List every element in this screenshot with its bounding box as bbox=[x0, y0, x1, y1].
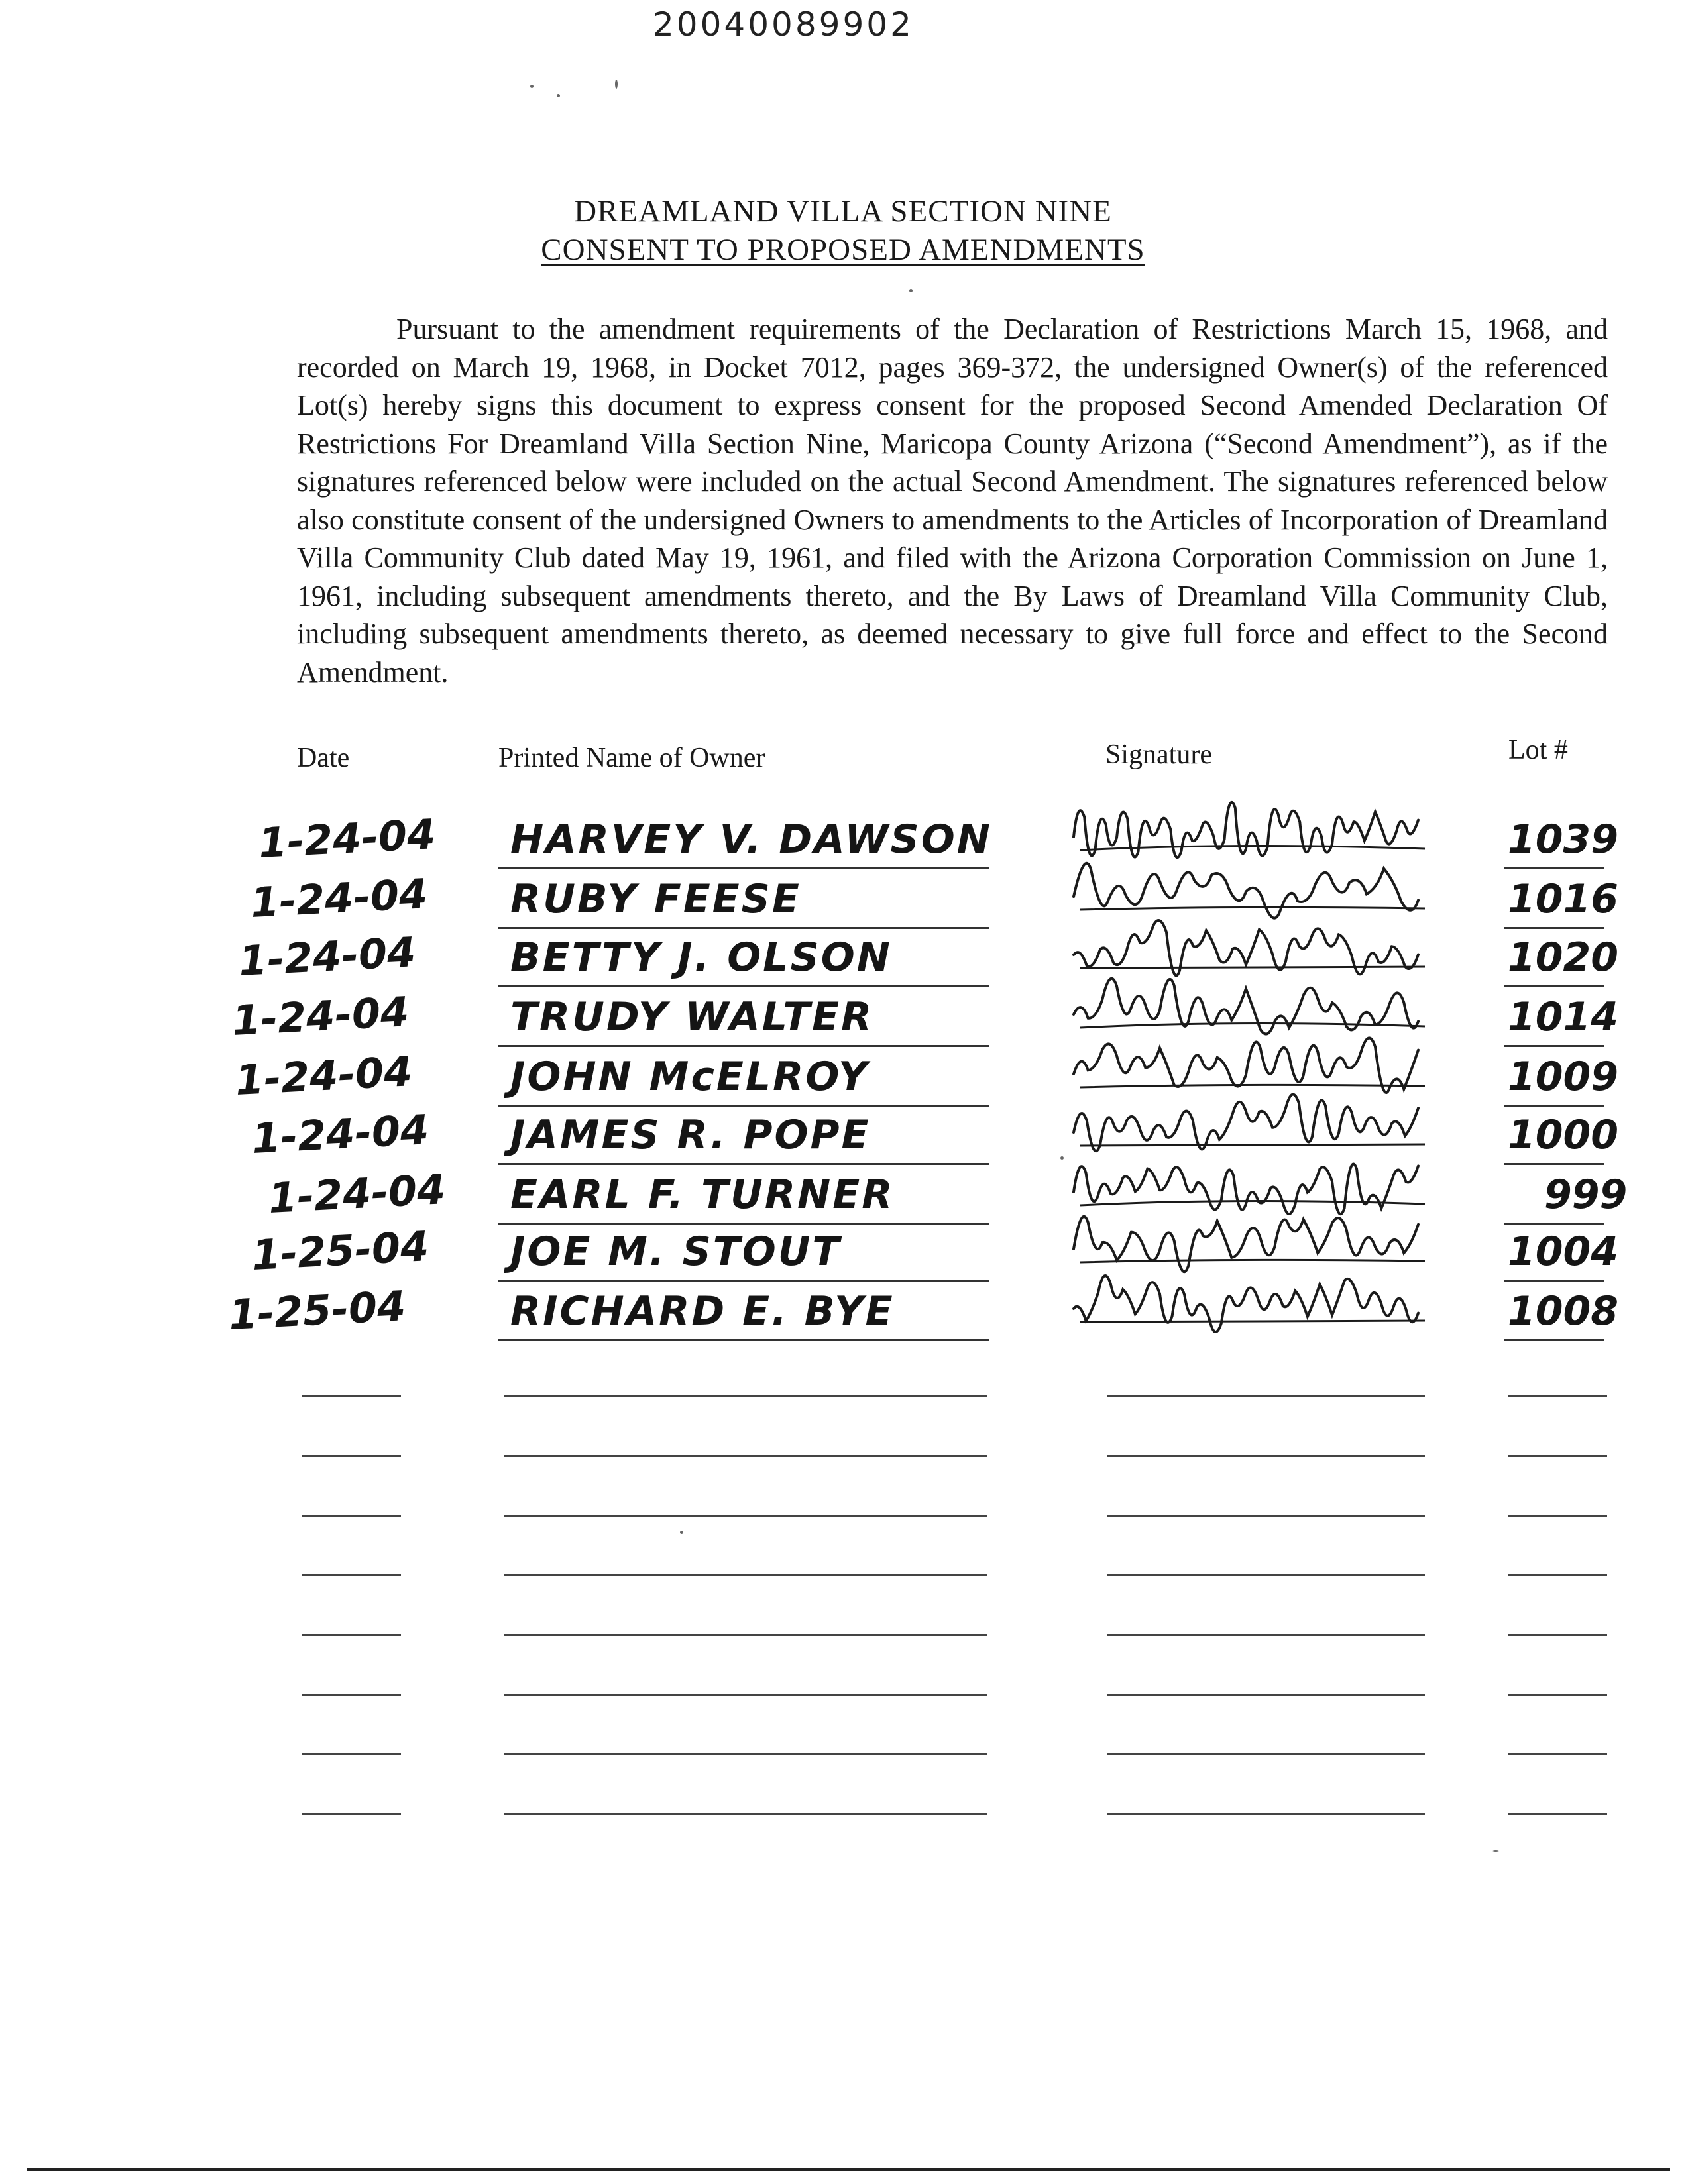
blank-entry-line bbox=[1107, 1455, 1425, 1457]
blank-entry-line bbox=[1107, 1515, 1425, 1517]
blank-entry-line bbox=[1107, 1634, 1425, 1636]
lot-underline bbox=[1504, 1105, 1604, 1107]
title-block bbox=[0, 192, 1686, 269]
blank-entry-line bbox=[1508, 1455, 1607, 1457]
name-underline bbox=[498, 1045, 989, 1047]
row-lot-number: 1020 bbox=[1508, 934, 1618, 981]
document-subtitle: CONSENT TO PROPOSED AMENDMENTS bbox=[541, 233, 1145, 267]
lot-underline bbox=[1504, 1223, 1604, 1225]
column-header-signature: Signature bbox=[1105, 739, 1212, 770]
blank-entry-line bbox=[504, 1813, 987, 1815]
row-lot-number: 1014 bbox=[1508, 994, 1618, 1040]
column-header-name: Printed Name of Owner bbox=[498, 743, 765, 773]
blank-entry-line bbox=[504, 1574, 987, 1576]
row-date: 1-24-04 bbox=[237, 928, 417, 985]
row-lot-number: 1008 bbox=[1508, 1288, 1618, 1335]
blank-entry-line bbox=[302, 1395, 401, 1397]
blank-entry-line bbox=[504, 1694, 987, 1696]
scan-speck bbox=[680, 1531, 683, 1534]
row-lot-number: 1004 bbox=[1508, 1228, 1618, 1275]
blank-entry-line bbox=[1107, 1574, 1425, 1576]
blank-entry-line bbox=[1107, 1753, 1425, 1755]
signature-row bbox=[0, 1282, 1686, 1346]
blank-entry-line bbox=[1508, 1634, 1607, 1636]
lot-underline bbox=[1504, 985, 1604, 987]
row-date: 1-24-04 bbox=[257, 810, 437, 867]
name-underline bbox=[498, 1163, 989, 1165]
row-printed-name: JOE M. STOUT bbox=[510, 1228, 842, 1275]
consent-paragraph: Pursuant to the amendment requirements of the Declaration of Restrictions March 15, 1968, and recorded on March 19, 1968, in Docket 7012, pages 369-372, the undersigned Owner(s) of the referenced Lot(s) hereby signs this document to express consent for the proposed Second Amended Declaration Of Restrictions For Dreamland Villa Section Nine, Maricopa County Arizona (“Second Amendment”), as if the signatures referenced below were included on the actual Second Amendment. The signatures referenced below also constitute consent of the undersigned Owners to amendments to the Articles of Incorporation of Dreamland Villa Community Club dated May 19, 1961, and filed with the Arizona Corporation Commission on June 1, 1961, including subsequent amendments thereto, and the By Laws of Dreamland Villa Community Club, including subsequent amendments thereto, as deemed necessary to give full force and effect to the Second Amendment. bbox=[297, 313, 1608, 688]
row-lot-number: 1009 bbox=[1508, 1054, 1618, 1100]
blank-entry-line bbox=[504, 1455, 987, 1457]
row-date: 1-24-04 bbox=[249, 869, 429, 927]
blank-entry-line bbox=[302, 1694, 401, 1696]
row-lot-number: 1039 bbox=[1508, 816, 1618, 863]
column-header-lot: Lot # bbox=[1508, 735, 1568, 765]
row-date: 1-25-04 bbox=[227, 1282, 407, 1339]
blank-entry-line bbox=[1508, 1395, 1607, 1397]
row-date: 1-24-04 bbox=[231, 987, 410, 1045]
blank-entry-line bbox=[302, 1753, 401, 1755]
blank-entry-line bbox=[302, 1634, 401, 1636]
lot-underline bbox=[1504, 1280, 1604, 1282]
blank-entry-line bbox=[1107, 1694, 1425, 1696]
row-date: 1-24-04 bbox=[267, 1165, 447, 1223]
scan-speck bbox=[557, 94, 560, 97]
scan-speck bbox=[615, 80, 618, 89]
column-header-date: Date bbox=[297, 743, 350, 773]
blank-entry-line bbox=[504, 1753, 987, 1755]
row-printed-name: BETTY J. OLSON bbox=[510, 934, 892, 981]
row-signature bbox=[1067, 1262, 1438, 1338]
lot-underline bbox=[1504, 927, 1604, 929]
row-date: 1-25-04 bbox=[251, 1222, 430, 1280]
recording-number: 20040089902 bbox=[653, 5, 914, 44]
blank-entry-line bbox=[1107, 1813, 1425, 1815]
scan-speck bbox=[909, 289, 913, 292]
row-printed-name: HARVEY V. DAWSON bbox=[510, 816, 992, 863]
scan-speck bbox=[530, 85, 534, 88]
bottom-rule bbox=[27, 2168, 1670, 2171]
row-printed-name: RICHARD E. BYE bbox=[510, 1288, 895, 1335]
row-printed-name: RUBY FEESE bbox=[510, 876, 801, 922]
blank-entry-line bbox=[1508, 1574, 1607, 1576]
row-date: 1-24-04 bbox=[251, 1105, 430, 1163]
row-printed-name: EARL F. TURNER bbox=[510, 1172, 895, 1218]
blank-entry-line bbox=[1508, 1813, 1607, 1815]
name-underline bbox=[498, 1223, 989, 1225]
row-printed-name: JOHN McELROY bbox=[510, 1054, 870, 1100]
lot-underline bbox=[1504, 867, 1604, 869]
blank-entry-line bbox=[302, 1455, 401, 1457]
blank-entry-line bbox=[1508, 1694, 1607, 1696]
blank-entry-line bbox=[504, 1395, 987, 1397]
blank-entry-line bbox=[1508, 1753, 1607, 1755]
document-title: DREAMLAND VILLA SECTION NINE bbox=[574, 194, 1112, 229]
name-underline bbox=[498, 927, 989, 929]
name-underline bbox=[498, 1280, 989, 1282]
blank-entry-line bbox=[302, 1813, 401, 1815]
row-printed-name: JAMES R. POPE bbox=[510, 1112, 871, 1158]
name-underline bbox=[498, 985, 989, 987]
blank-entry-line bbox=[504, 1634, 987, 1636]
row-date: 1-24-04 bbox=[234, 1047, 414, 1105]
lot-underline bbox=[1504, 1045, 1604, 1047]
lot-underline bbox=[1504, 1339, 1604, 1341]
lot-underline bbox=[1504, 1163, 1604, 1165]
row-printed-name: TRUDY WALTER bbox=[510, 994, 874, 1040]
row-lot-number: 1016 bbox=[1508, 876, 1618, 922]
row-lot-number: 999 bbox=[1544, 1172, 1628, 1218]
name-underline bbox=[498, 1339, 989, 1341]
blank-entry-line bbox=[1508, 1515, 1607, 1517]
blank-entry-line bbox=[302, 1515, 401, 1517]
name-underline bbox=[498, 1105, 989, 1107]
name-underline bbox=[498, 867, 989, 869]
row-lot-number: 1000 bbox=[1508, 1112, 1618, 1158]
blank-entry-line bbox=[1107, 1395, 1425, 1397]
blank-entry-line bbox=[302, 1574, 401, 1576]
scan-speck bbox=[1492, 1850, 1499, 1852]
blank-entry-line bbox=[504, 1515, 987, 1517]
